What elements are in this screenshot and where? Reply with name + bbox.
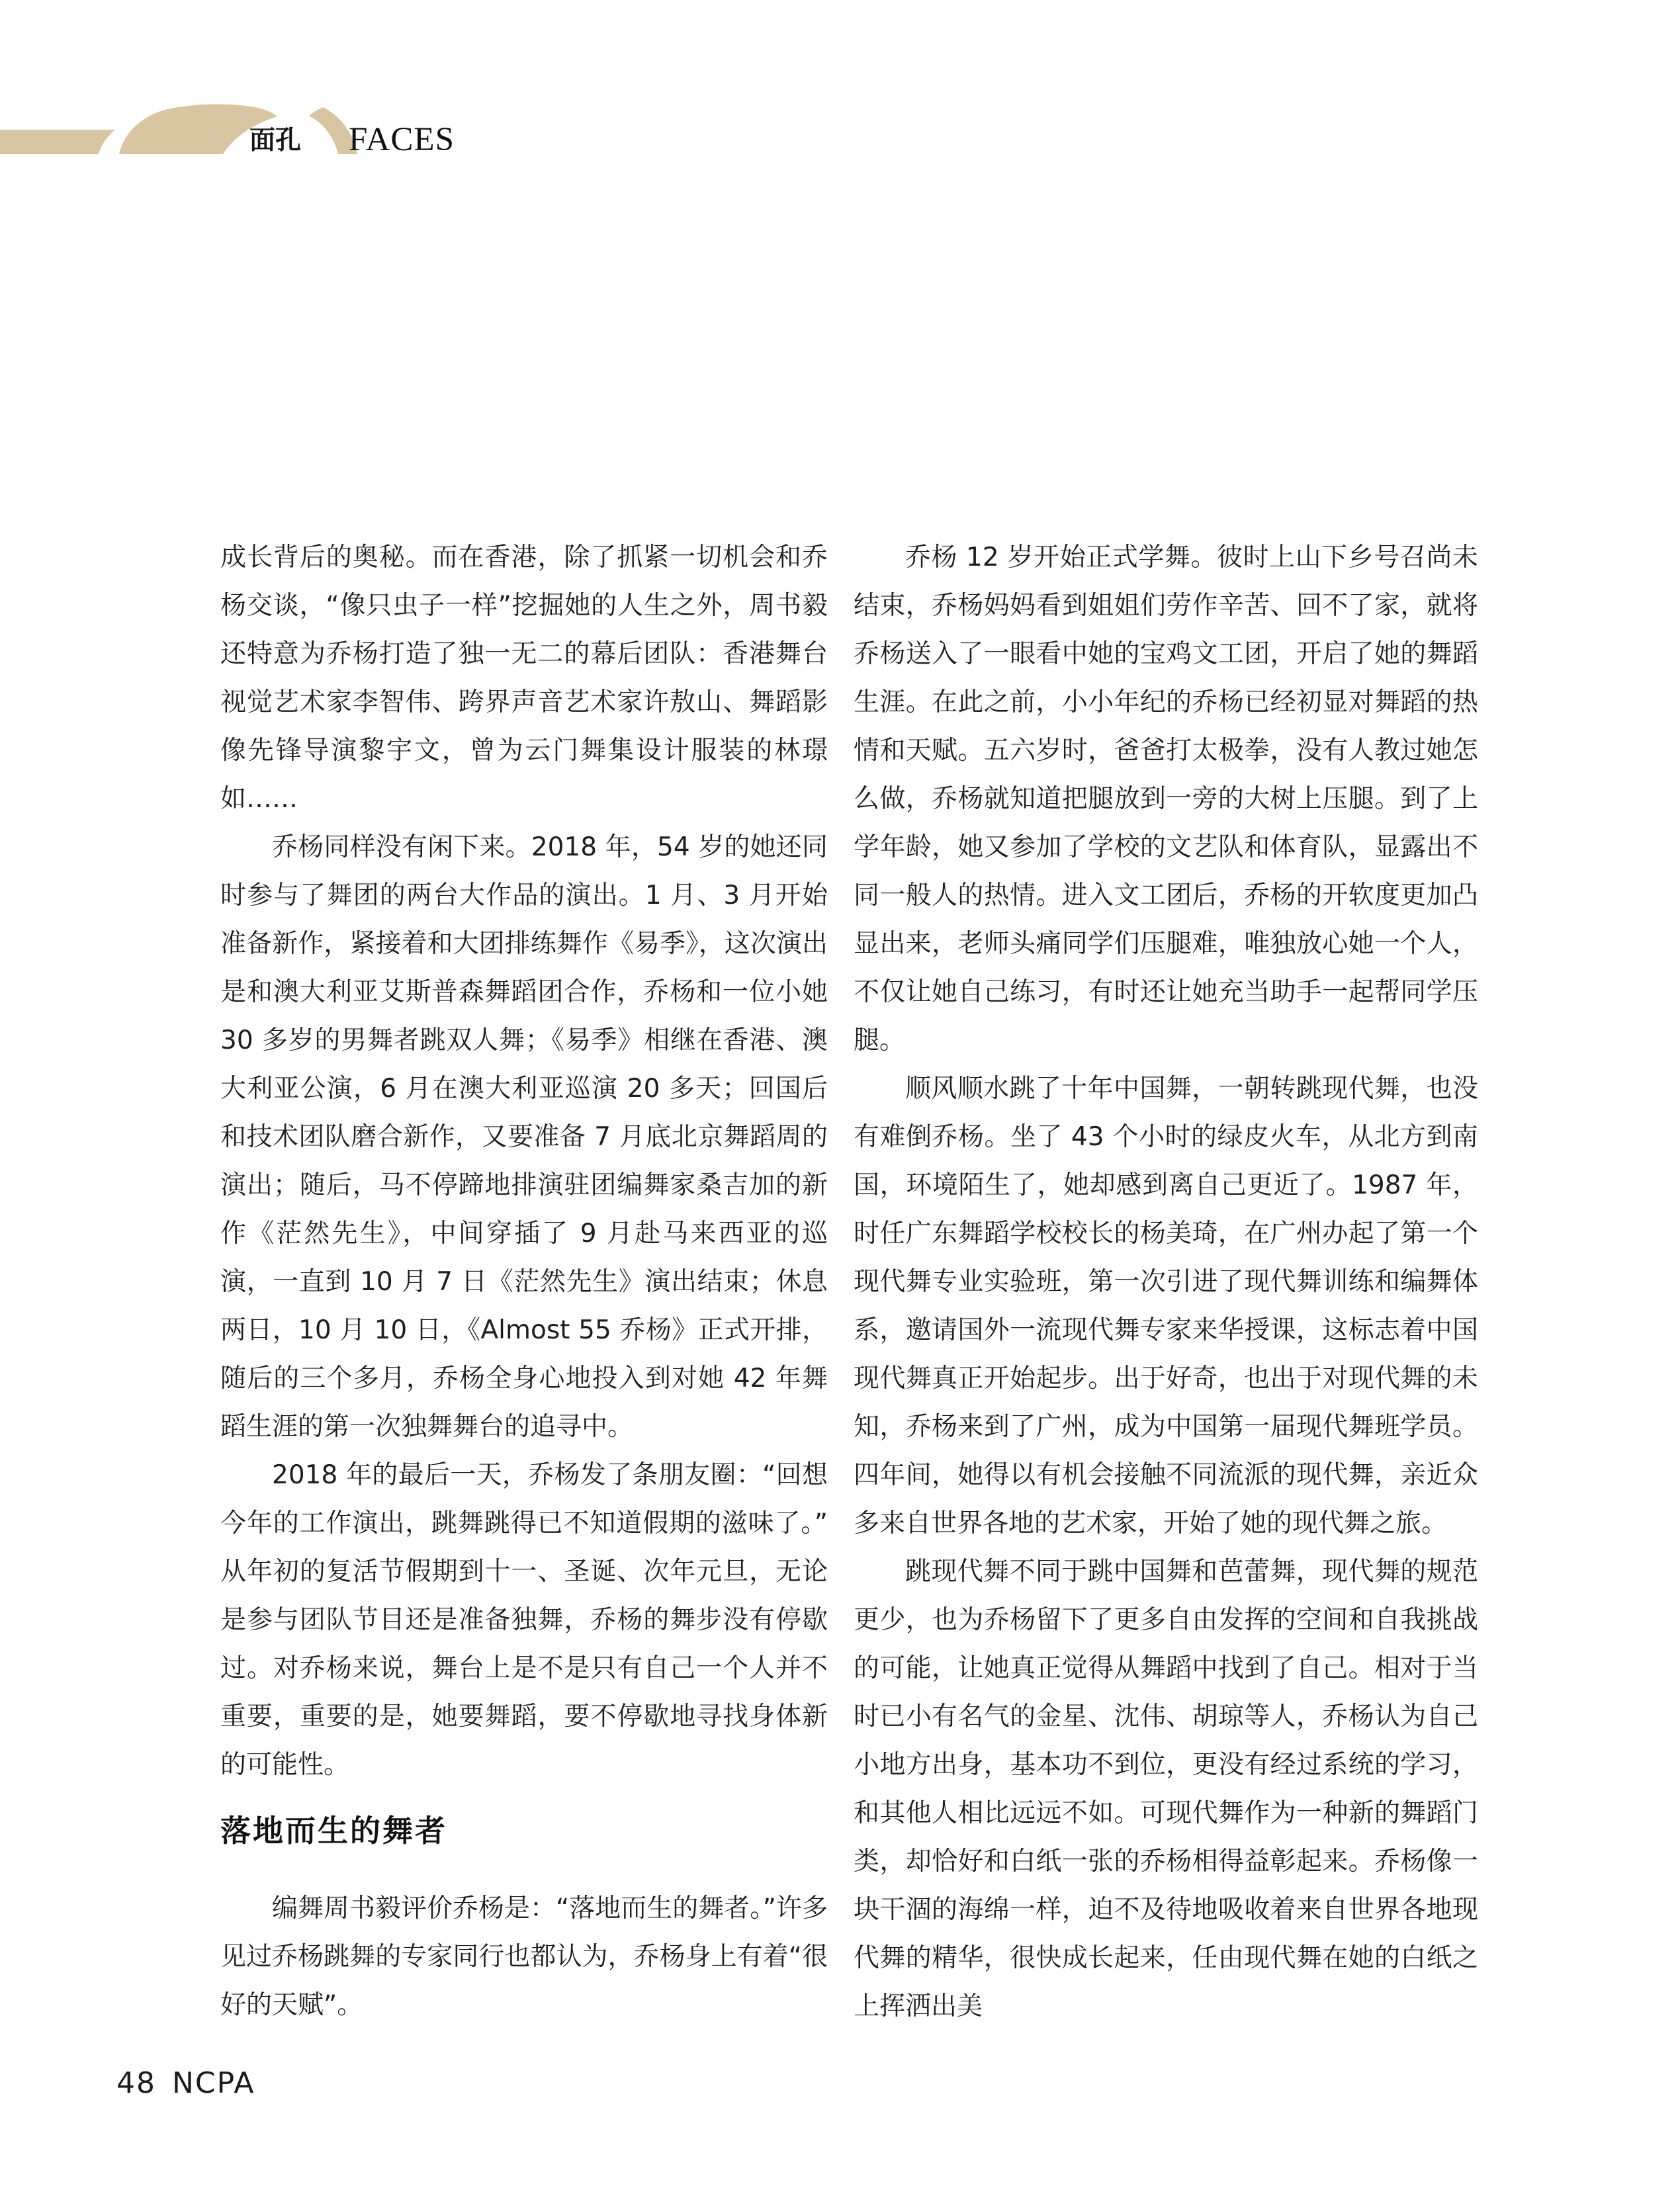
paragraph: 乔杨同样没有闲下来。2018 年，54 岁的她还同时参与了舞团的两台大作品的演出。1 月、3 月开始准备新作，紧接着和大团排练舞作《易季》，这次演出是和澳大利亚艾斯普森舞蹈团合作，乔杨和一位小她 30 多岁的男舞者跳双人舞；《易季》相继在香港、澳大利亚公演，6 月在澳大利亚巡演 20 多天；回国后和技术团队磨合新作，又要准备 7 月底北京舞蹈周的演出；随后，马不停蹄地排演驻团编舞家桑吉加的新作《茫然先生》，中间穿插了 9 月赴马来西亚的巡演，一直到 10 月 7 日《茫然先生》演出结束；休息两日，10 月 10 日，《Almost 55 乔杨》正式开排，随后的三个多月，乔杨全身心地投入到对她 42 年舞蹈生涯的第一次独舞舞台的追寻中。 bbox=[220, 832, 828, 1442]
magazine-name: NCPA bbox=[172, 2066, 255, 2100]
paragraph: 2018 年的最后一天，乔杨发了条朋友圈：“回想今年的工作演出，跳舞跳得已不知道假期的滋味了。”从年初的复活节假期到十一、圣诞、次年元旦，无论是参与团队节目还是准备独舞，乔杨的舞步没有停歇过。对乔杨来说，舞台上是不是只有自己一个人并不重要，重要的是，她要舞蹈，要不停歇地寻找身体新的可能性。 bbox=[220, 1460, 828, 1780]
paragraph: 乔杨 12 岁开始正式学舞。彼时上山下乡号召尚未结束，乔杨妈妈看到姐姐们劳作辛苦、回不了家，就将乔杨送入了一眼看中她的宝鸡文工团，开启了她的舞蹈生涯。在此之前，小小年纪的乔杨已经初显对舞蹈的热情和天赋。五六岁时，爸爸打太极拳，没有人教过她怎么做，乔杨就知道把腿放到一旁的大树上压腿。到了上学年龄，她又参加了学校的文艺队和体育队，显露出不同一般人的热情。进入文工团后，乔杨的开软度更加凸显出来，老师头痛同学们压腿难，唯独放心她一个人，不仅让她自己练习，有时还让她充当助手一起帮同学压腿。 bbox=[854, 543, 1478, 1055]
section-title-en: FACES bbox=[349, 121, 455, 158]
article-column-right bbox=[854, 533, 1478, 2031]
page-number: 48 bbox=[116, 2066, 156, 2100]
page-footer bbox=[116, 2068, 255, 2099]
section-title-zh: 面孔 bbox=[249, 126, 302, 155]
paragraph: 顺风顺水跳了十年中国舞，一朝转跳现代舞，也没有难倒乔杨。坐了 43 个小时的绿皮火车，从北方到南国，环境陌生了，她却感到离自己更近了。1987 年，时任广东舞蹈学校校长的杨美琦，在广州办起了第一个现代舞专业实验班，第一次引进了现代舞训练和编舞体系，邀请国外一流现代舞专家来华授课，这标志着中国现代舞真正开始起步。出于好奇，也出于对现代舞的未知，乔杨来到了广州，成为中国第一届现代舞班学员。四年间，她得以有机会接触不同流派的现代舞，亲近众多来自世界各地的艺术家，开始了她的现代舞之旅。 bbox=[854, 1074, 1478, 1538]
article-column-left bbox=[220, 533, 828, 2029]
section-banner bbox=[0, 0, 503, 172]
paragraph: 跳现代舞不同于跳中国舞和芭蕾舞，现代舞的规范更少，也为乔杨留下了更多自由发挥的空间和自我挑战的可能，让她真正觉得从舞蹈中找到了自己。相对于当时已小有名气的金星、沈伟、胡琼等人，乔杨认为自己小地方出身，基本功不到位，更没有经过系统的学习，和其他人相比远远不如。可现代舞作为一种新的舞蹈门类，却恰好和白纸一张的乔杨相得益彰起来。乔杨像一块干涸的海绵一样，迫不及待地吸收着来自世界各地现代舞的精华，很快成长起来，任由现代舞在她的白纸之上挥洒出美 bbox=[854, 1557, 1478, 2021]
paragraph: 成长背后的奥秘。而在香港，除了抓紧一切机会和乔杨交谈，“像只虫子一样”挖掘她的人生之外，周书毅还特意为乔杨打造了独一无二的幕后团队：香港舞台视觉艺术家李智伟、跨界声音艺术家许敖山、舞蹈影像先锋导演黎宇文，曾为云门舞集设计服装的林璟如…… bbox=[220, 543, 828, 814]
section-subheading: 落地而生的舞者 bbox=[220, 1813, 447, 1849]
paragraph: 编舞周书毅评价乔杨是：“落地而生的舞者。”许多见过乔杨跳舞的专家同行也都认为，乔杨身上有着“很好的天赋”。 bbox=[220, 1894, 828, 2020]
